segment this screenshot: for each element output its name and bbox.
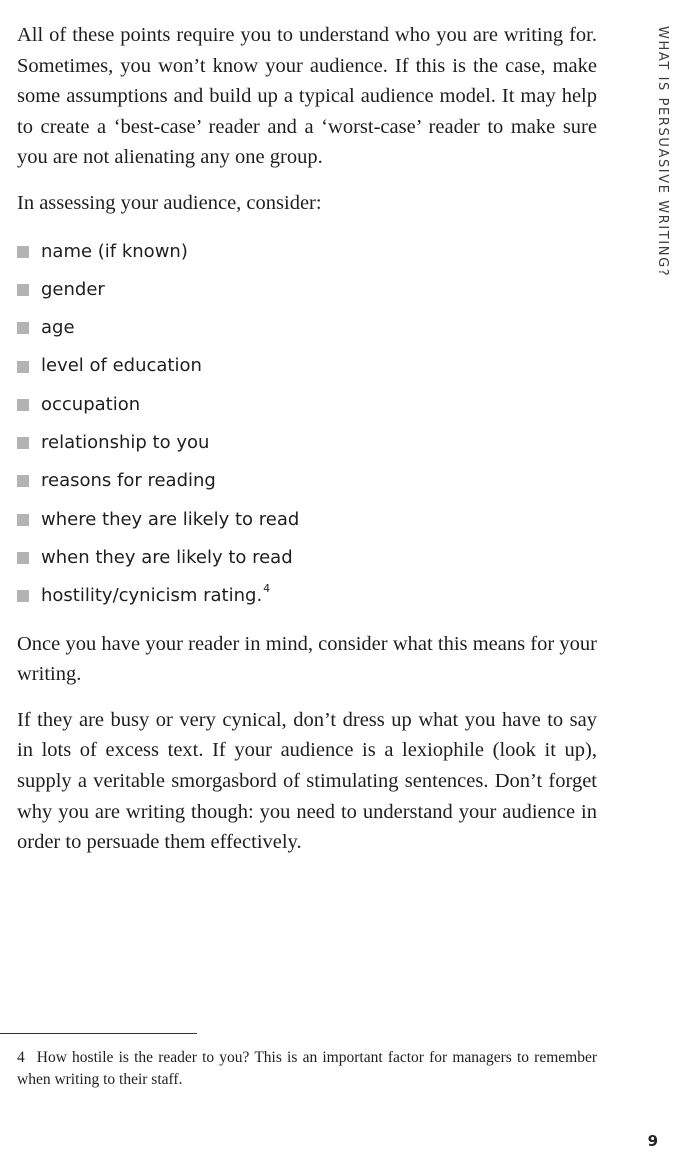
list-item-label: level of education <box>41 355 202 377</box>
list-item <box>17 424 597 462</box>
list-item-label: hostility/cynicism rating. <box>41 585 263 607</box>
list-item-label: age <box>41 317 75 339</box>
list-item-label: when they are likely to read <box>41 546 293 568</box>
paragraph-busy-or-cynical: If they are busy or very cynical, don’t dress up what you have to say in lots of excess text. If your audience is a lexiophile (look it up), supply a veritable smorgasbord of stimulating sentences. Don’t forget why you are writing though: you need to understand your audience in order to persuade them effectively. <box>17 708 597 854</box>
body-text <box>17 20 597 873</box>
footnote-text: How hostile is the reader to you? This is an important factor for managers to remember when writing to their staff. <box>17 1049 597 1088</box>
square-bullet-icon <box>17 475 29 487</box>
footnote-divider <box>0 1033 197 1034</box>
square-bullet-icon <box>17 361 29 373</box>
list-item <box>17 309 597 347</box>
list-item <box>17 501 597 539</box>
list-item-label: where they are likely to read <box>41 508 300 530</box>
square-bullet-icon <box>17 590 29 602</box>
square-bullet-icon <box>17 284 29 296</box>
list-item-label: relationship to you <box>41 432 210 454</box>
square-bullet-icon <box>17 552 29 564</box>
list-item <box>17 271 597 309</box>
page-number: 9 <box>647 1132 658 1150</box>
list-item-label: gender <box>41 278 105 300</box>
list-item <box>17 233 597 271</box>
paragraph-reader-in-mind: Once you have your reader in mind, consider what this means for your writing. <box>17 632 597 686</box>
square-bullet-icon <box>17 246 29 258</box>
footnote <box>17 1047 597 1091</box>
list-item <box>17 347 597 385</box>
footnote-reference[interactable]: 4 <box>263 582 271 596</box>
square-bullet-icon <box>17 399 29 411</box>
list-item <box>17 462 597 500</box>
square-bullet-icon <box>17 322 29 334</box>
running-head: WHAT IS PERSUASIVE WRITING? <box>655 26 670 278</box>
square-bullet-icon <box>17 437 29 449</box>
audience-checklist <box>17 233 597 616</box>
list-item <box>17 577 597 615</box>
paragraph-assessing: In assessing your audience, consider: <box>17 191 322 214</box>
list-item-label: name (if known) <box>41 240 188 262</box>
list-item-label: occupation <box>41 393 141 415</box>
list-item <box>17 386 597 424</box>
paragraph-audience: All of these points require you to understand who you are writing for. Sometimes, you won’t know your audience. If this is the case, make some assumptions and build up a typical audience model. It may help to create a ‘best-case’ reader and a ‘worst-case’ reader to make sure you are not alienating any one group. <box>17 24 597 169</box>
list-item-label: reasons for reading <box>41 470 216 492</box>
list-item <box>17 539 597 577</box>
square-bullet-icon <box>17 514 29 526</box>
footnote-number: 4 <box>17 1049 25 1066</box>
